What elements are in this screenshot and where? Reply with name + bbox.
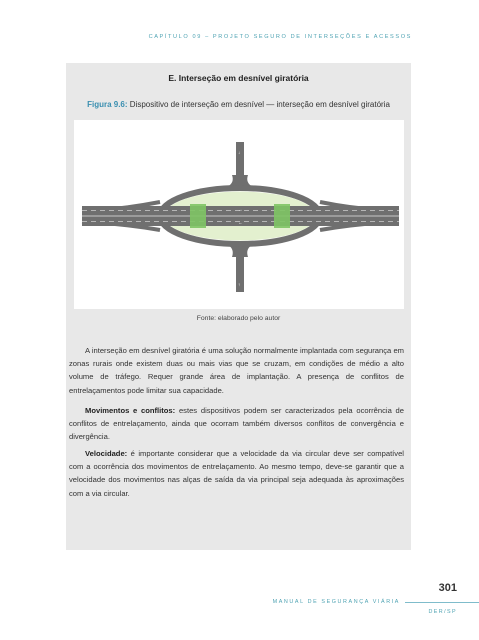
- direction-arrow-icon: →: [238, 207, 243, 212]
- direction-arrow-icon: ←: [238, 220, 243, 225]
- paragraph-speed: [69, 447, 404, 500]
- footer-divider: [405, 602, 479, 603]
- figure-label: Figura 9.6:: [87, 100, 128, 109]
- bridge-east: [274, 204, 290, 228]
- figure-source: Fonte: elaborado pelo autor: [196, 315, 281, 322]
- paragraph-lead: Velocidade:: [85, 449, 128, 458]
- content-panel: [66, 63, 411, 550]
- paragraph-text: A interseção em desnível giratória é uma solução normalmente implantada com segurança em zonas rurais onde existem duas ou mais vias que se cruzam, em condições de médio a alto volume de tráfego. Requer grande área de implantação. A presença de conflitos de entrelaçamentos pode limitar sua capacidade.: [69, 346, 404, 395]
- section-title: E. Interseção em desnível giratória: [168, 73, 309, 83]
- footer-organization: DER/SP: [428, 609, 457, 615]
- figure-diagram: [74, 120, 404, 309]
- direction-arrow-icon: ↑: [238, 282, 241, 287]
- paragraph-text: é importante considerar que a velocidade da via circular deve ser compatível com a ocorrência dos movimentos de entrelaçamento. Ao mesmo tempo, deve-se garantir que a velocidade dos movimentos nas alças de saída da via principal seja adequada às aproximações com a via circular.: [69, 449, 404, 498]
- main-road-median: [82, 215, 399, 217]
- figure-caption-text: Dispositivo de interseção em desnível — interseção em desnível giratória: [129, 100, 390, 109]
- footer-manual-title: MANUAL DE SEGURANÇA VIÁRIA: [272, 599, 400, 605]
- paragraph-movements: [69, 404, 404, 444]
- paragraph-intro: [69, 344, 404, 397]
- page-number: 301: [438, 582, 457, 594]
- bridge-west: [190, 204, 206, 228]
- chapter-header: CAPÍTULO 09 – PROJETO SEGURO DE INTERSEÇÕES E ACESSOS: [148, 34, 412, 40]
- paragraph-lead: Movimentos e conflitos:: [85, 406, 176, 415]
- interchange-diagram: [74, 120, 404, 309]
- direction-arrow-icon: ↓: [238, 150, 241, 155]
- paragraph-text: estes dispositivos podem ser caracterizados pela ocorrência de conflitos de entrelaçamento, ainda que ocorram também diversos conflitos de convergência e divergência.: [69, 406, 404, 442]
- figure-caption: [66, 100, 411, 109]
